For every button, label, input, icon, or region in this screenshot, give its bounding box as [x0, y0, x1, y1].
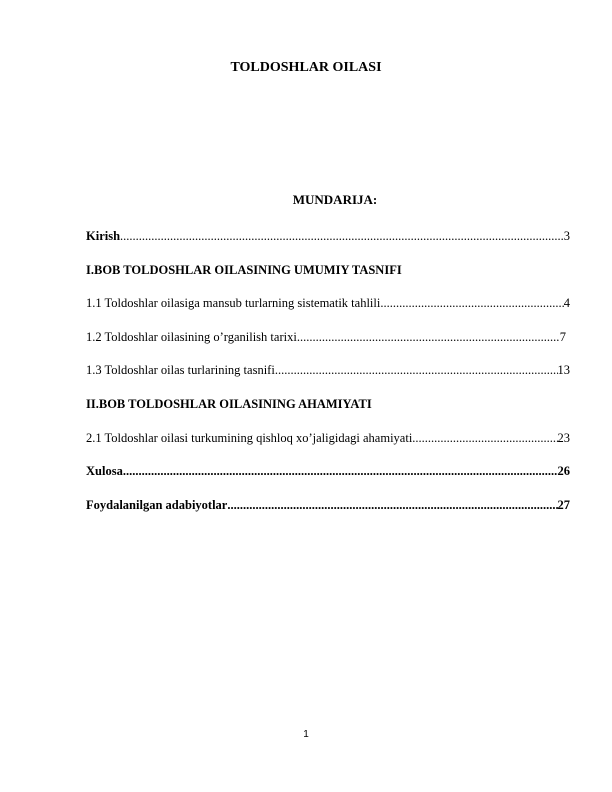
toc-entry-2-1[interactable] — [86, 430, 570, 464]
toc-entry-1-1[interactable] — [86, 295, 570, 329]
toc-entry-page: 27 — [557, 497, 570, 512]
toc-entry-label: 1.3 Toldoshlar oilas turlarining tasnifi — [86, 363, 275, 378]
toc-entry-kirish[interactable] — [86, 228, 570, 262]
toc-leader-dots — [412, 430, 557, 446]
toc-entry-label: I.BOB TOLDOSHLAR OILASINING UMUMIY TASNIFI — [86, 262, 402, 277]
toc-entry-label: II.BOB TOLDOSHLAR OILASINING AHAMIYATI — [86, 396, 372, 411]
toc-entry-page: 4 — [563, 296, 570, 311]
toc-entry-adabiyotlar[interactable] — [86, 497, 570, 531]
toc-entry-page: 13 — [557, 363, 570, 378]
toc-heading: MUNDARIJA: — [292, 192, 378, 207]
toc-entry-page: 23 — [557, 430, 570, 445]
page-number: 1 — [303, 729, 309, 740]
toc-leader-dots — [123, 463, 558, 479]
document-title: TOLDOSHLAR OILASI — [230, 60, 382, 75]
toc-entry-label: Foydalanilgan adabiyotlar — [86, 497, 228, 512]
toc-entry-label: Xulosa — [86, 464, 123, 479]
toc-entry-1-2[interactable] — [86, 329, 566, 363]
toc-entry-xulosa[interactable] — [86, 463, 570, 497]
toc-leader-dots — [297, 329, 560, 345]
toc-entry-label: 1.1 Toldoshlar oilasiga mansub turlarning sistematik tahlili — [86, 296, 381, 311]
toc-leader-dots — [227, 497, 557, 513]
toc-entry-label: Kirish — [86, 229, 121, 243]
table-of-contents — [86, 228, 570, 530]
toc-leader-dots — [275, 362, 558, 378]
toc-entry-chapter-1[interactable] — [86, 262, 570, 296]
toc-entry-page: 7 — [559, 329, 566, 344]
toc-entry-page: 26 — [557, 464, 570, 479]
toc-entry-1-3[interactable] — [86, 362, 570, 396]
toc-entry-chapter-2[interactable] — [86, 396, 570, 430]
toc-entry-label: 2.1 Toldoshlar oilasi turkumining qishloq xo’jaligidagi ahamiyati — [86, 430, 413, 445]
toc-entry-page: 3 — [563, 229, 570, 243]
toc-leader-dots — [120, 228, 564, 244]
toc-entry-label: 1.2 Toldoshlar oilasining o’rganilish tarixi — [86, 329, 297, 344]
toc-leader-dots — [380, 295, 563, 311]
